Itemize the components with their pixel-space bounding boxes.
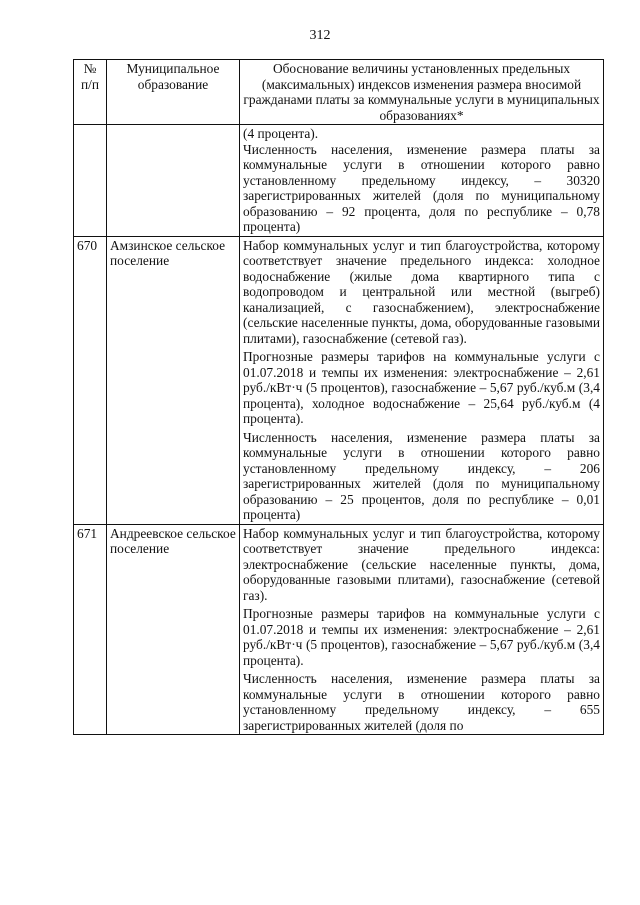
header-num: № п/п (74, 60, 107, 125)
justification-cell (240, 125, 604, 237)
paragraph-services: Набор коммунальных услуг и тип благоустройства, которому соответствует значение предельного индекса: электроснабжение (сельские населенные пункты, дома, оборудованные газовыми плитами), газоснабжение (сетевой газ). (243, 525, 600, 603)
paragraph-population: Численность населения, изменение размера платы за коммунальные услуги в отношении которого равно установленному предельному индексу, – 30320 зарегистрированных жителей (доля по муниципальному образованию – 92 процента, доля по республике – 0,78 процента) (243, 141, 600, 234)
row-number: 670 (74, 236, 107, 524)
table-row (74, 524, 604, 735)
page-number: 312 (309, 28, 331, 43)
paragraph-services: Набор коммунальных услуг и тип благоустройства, которому соответствует значение предельного индекса: холодное водоснабжение (жилые дома квартирного типа с водопроводом и центральной или местной (выгреб) канализацией, с газоснабжением), электроснабжение (сельские населенные пункты, дома, оборудованные газовыми плитами), газоснабжение (сетевой газ). (243, 237, 600, 346)
header-municipality: Муниципальное образование (107, 60, 240, 125)
municipality-name: Амзинское сельское поселение (107, 236, 240, 524)
paragraph-population: Численность населения, изменение размера платы за коммунальные услуги в отношении которого равно установленному предельному индексу, – 655 зарегистрированных жителей (доля по (243, 671, 600, 733)
paragraph-population: Численность населения, изменение размера платы за коммунальные услуги в отношении которого равно установленному предельному индексу, – 206 зарегистрированных жителей (доля по муниципальному образованию – 25 процентов, доля по республике – 0,01 процента) (243, 429, 600, 522)
table-row (74, 236, 604, 524)
table-header-row (74, 60, 604, 125)
paragraph-tariffs: Прогнозные размеры тарифов на коммунальные услуги с 01.07.2018 и темпы их изменения: электроснабжение – 2,61 руб./кВт·ч (5 процентов), газоснабжение – 5,67 руб./куб.м (3,4 процента). (243, 606, 600, 668)
paragraph-continuation: (4 процента). (243, 126, 319, 141)
row-number: 671 (74, 524, 107, 735)
justification-cell (240, 236, 604, 524)
tariff-index-table (73, 59, 604, 735)
municipality-name: Андреевское сельское поселение (107, 524, 240, 735)
paragraph-tariffs: Прогнозные размеры тарифов на коммунальные услуги с 01.07.2018 и темпы их изменения: электроснабжение – 2,61 руб./кВт·ч (5 процентов), газоснабжение – 5,67 руб./куб.м (3,4 процента), холодное водоснабжение – 25,64 руб./куб.м (4 процента). (243, 349, 600, 426)
justification-cell (240, 524, 604, 735)
table-row (74, 125, 604, 237)
row-number (74, 125, 107, 237)
header-justification: Обоснование величины установленных предельных (максимальных) индексов изменения размера вносимой гражданами платы за коммунальные услуги в муниципальных образованиях* (240, 60, 604, 125)
municipality-name (107, 125, 240, 237)
